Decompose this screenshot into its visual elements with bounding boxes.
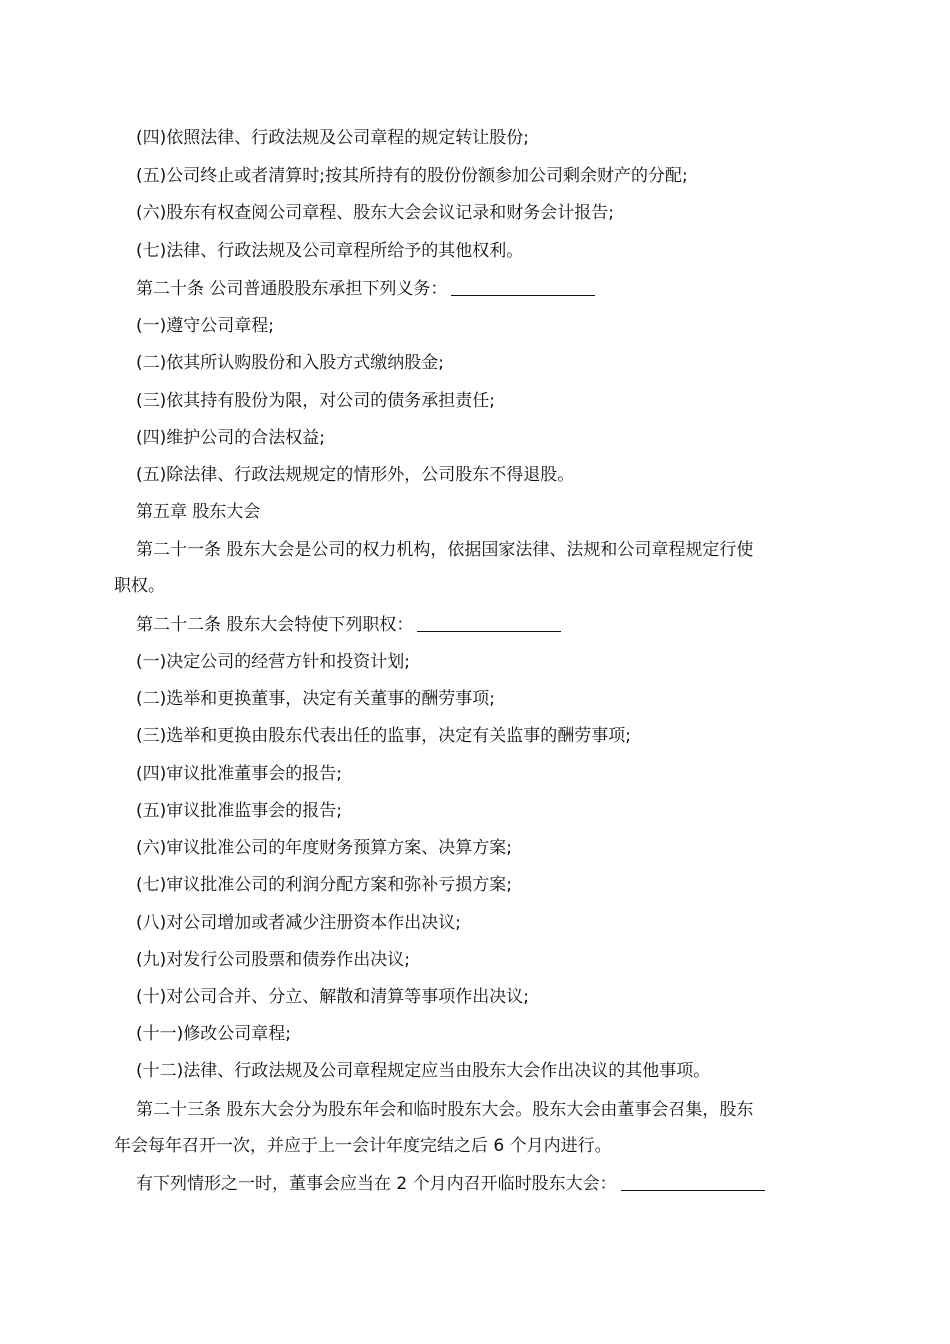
text-line: [114, 1134, 950, 1158]
line-text: (六)股东有权查阅公司章程、股东大会会议记录和财务会计报告;: [136, 203, 614, 223]
line-text: 第二十一条 股东大会是公司的权力机构，依据国家法律、法规和公司章程规定行使: [136, 540, 754, 560]
line-text: (十二)法律、行政法规及公司章程规定应当由股东大会作出决议的其他事项。: [136, 1061, 711, 1081]
text-line: [136, 126, 950, 150]
text-line: [114, 574, 950, 598]
article-heading: [136, 1098, 950, 1122]
text-line: [136, 650, 950, 674]
line-text: (一)决定公司的经营方针和投资计划;: [136, 652, 410, 672]
fill-in-blank: [417, 613, 561, 632]
chapter-heading: [136, 500, 950, 524]
text-line: [136, 1022, 950, 1046]
line-text: 第五章 股东大会: [136, 502, 261, 522]
line-text: (七)法律、行政法规及公司章程所给予的其他权利。: [136, 241, 524, 261]
line-text: 年会每年召开一次，并应于上一会计年度完结之后 6 个月内进行。: [114, 1136, 612, 1156]
line-text: (一)遵守公司章程;: [136, 316, 274, 336]
text-line: [136, 239, 950, 263]
line-text: 职权。: [114, 576, 165, 596]
text-line: [136, 201, 950, 225]
text-line: [136, 724, 950, 748]
line-text: (二)选举和更换董事，决定有关董事的酬劳事项;: [136, 689, 495, 709]
text-line: [136, 836, 950, 860]
line-text: (十一)修改公司章程;: [136, 1024, 291, 1044]
text-line: [136, 1059, 950, 1083]
text-line: [136, 799, 950, 823]
line-text: 第二十二条 股东大会特使下列职权：: [136, 615, 414, 635]
line-text: (三)选举和更换由股东代表出任的监事，决定有关监事的酬劳事项;: [136, 726, 631, 746]
line-text: (四)依照法律、行政法规及公司章程的规定转让股份;: [136, 128, 529, 148]
line-text: 第二十条 公司普通股股东承担下列义务：: [136, 279, 448, 299]
text-line: [136, 911, 950, 935]
text-line: [136, 164, 950, 188]
line-text: (五)除法律、行政法规规定的情形外，公司股东不得退股。: [136, 465, 575, 485]
line-text: (四)维护公司的合法权益;: [136, 428, 325, 448]
text-line: [136, 389, 950, 413]
line-text: (四)审议批准董事会的报告;: [136, 764, 342, 784]
text-line: [136, 873, 950, 897]
line-text: (二)依其所认购股份和入股方式缴纳股金;: [136, 353, 444, 373]
text-line: [136, 985, 950, 1009]
text-line: [136, 762, 950, 786]
text-line: [136, 314, 950, 338]
line-text: (九)对发行公司股票和债券作出决议;: [136, 950, 410, 970]
text-line: [136, 948, 950, 972]
fill-in-blank: [621, 1172, 765, 1191]
line-text: (七)审议批准公司的利润分配方案和弥补亏损方案;: [136, 875, 512, 895]
text-line: [136, 351, 950, 375]
line-text: (三)依其持有股份为限，对公司的债务承担责任;: [136, 391, 495, 411]
line-text: (五)公司终止或者清算时;按其所持有的股份份额参加公司剩余财产的分配;: [136, 166, 688, 186]
article-heading: [136, 613, 950, 637]
line-text: 有下列情形之一时，董事会应当在 2 个月内召开临时股东大会：: [136, 1174, 617, 1194]
text-line: [136, 687, 950, 711]
text-line: [136, 426, 950, 450]
text-line: [136, 1172, 950, 1196]
fill-in-blank: [451, 277, 595, 296]
article-heading: [136, 277, 950, 301]
line-text: (十)对公司合并、分立、解散和清算等事项作出决议;: [136, 987, 529, 1007]
line-text: (五)审议批准监事会的报告;: [136, 801, 342, 821]
line-text: (八)对公司增加或者减少注册资本作出决议;: [136, 913, 461, 933]
line-text: 第二十三条 股东大会分为股东年会和临时股东大会。股东大会由董事会召集，股东: [136, 1100, 754, 1120]
text-line: [136, 463, 950, 487]
article-heading: [136, 538, 950, 562]
line-text: (六)审议批准公司的年度财务预算方案、决算方案;: [136, 838, 512, 858]
